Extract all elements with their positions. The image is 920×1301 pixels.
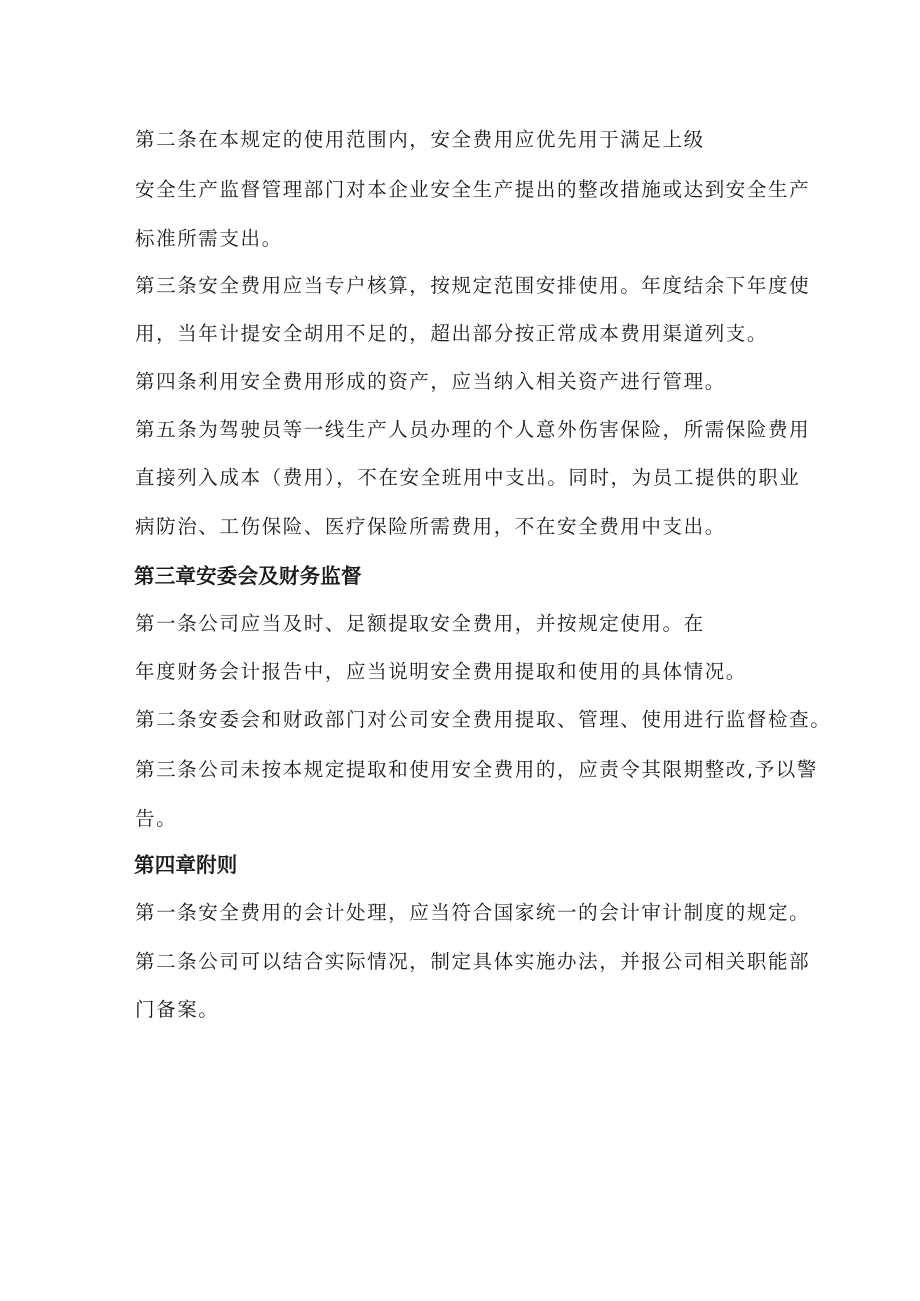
paragraph-line: 告。 [135,807,178,830]
paragraph-line: 第二条公司可以结合实际情况，制定具体实施办法，并报公司相关职能部 [135,950,811,973]
paragraph-line: 直接列入成本（费用），不在安全班用中支出。同时，为员工提供的职业 [135,466,801,489]
paragraph-line: 第二条安委会和财政部门对公司安全费用提取、管理、使用进行监督检查。 [135,708,832,731]
paragraph-line: 第五条为驾驶员等一线生产人员办理的个人意外伤害保险，所需保险费用 [135,418,811,441]
paragraph-line: 第三条安全费用应当专户核算，按规定范围安排使用。年度结余下年度使 [135,274,811,297]
paragraph-line: 病防治、工伤保险、医疗保险所需费用，不在安全费用中支出。 [135,515,726,538]
paragraph-line: 第三条公司未按本规定提取和使用安全费用的，应责令其限期整改,予以警 [135,758,818,781]
paragraph-line: 标准所需支出。 [135,227,283,250]
paragraph-line: 第二条在本规定的使用范围内，安全费用应优先用于满足上级 [135,128,705,151]
paragraph-line: 第一条公司应当及时、足额提取安全费用，并按规定使用。在 [135,612,705,635]
paragraph-line: 用，当年计提安全胡用不足的，超出部分按正常成本费用渠道列支。 [135,322,769,345]
chapter-heading: 第四章附则 [134,853,238,877]
paragraph-line: 年度财务会计报告中，应当说明安全费用提取和使用的具体情况。 [135,660,747,683]
paragraph-line: 安全生产监督管理部门对本企业安全生产提出的整改措施或达到安全生产 [135,178,811,201]
chapter-heading: 第三章安委会及财务监督 [134,564,362,588]
paragraph-line: 第一条安全费用的会计处理，应当符合国家统一的会计审计制度的规定。 [135,901,811,924]
paragraph-line: 门备案。 [135,998,220,1021]
paragraph-line: 第四条利用安全费用形成的资产，应当纳入相关资产进行管理。 [135,370,726,393]
